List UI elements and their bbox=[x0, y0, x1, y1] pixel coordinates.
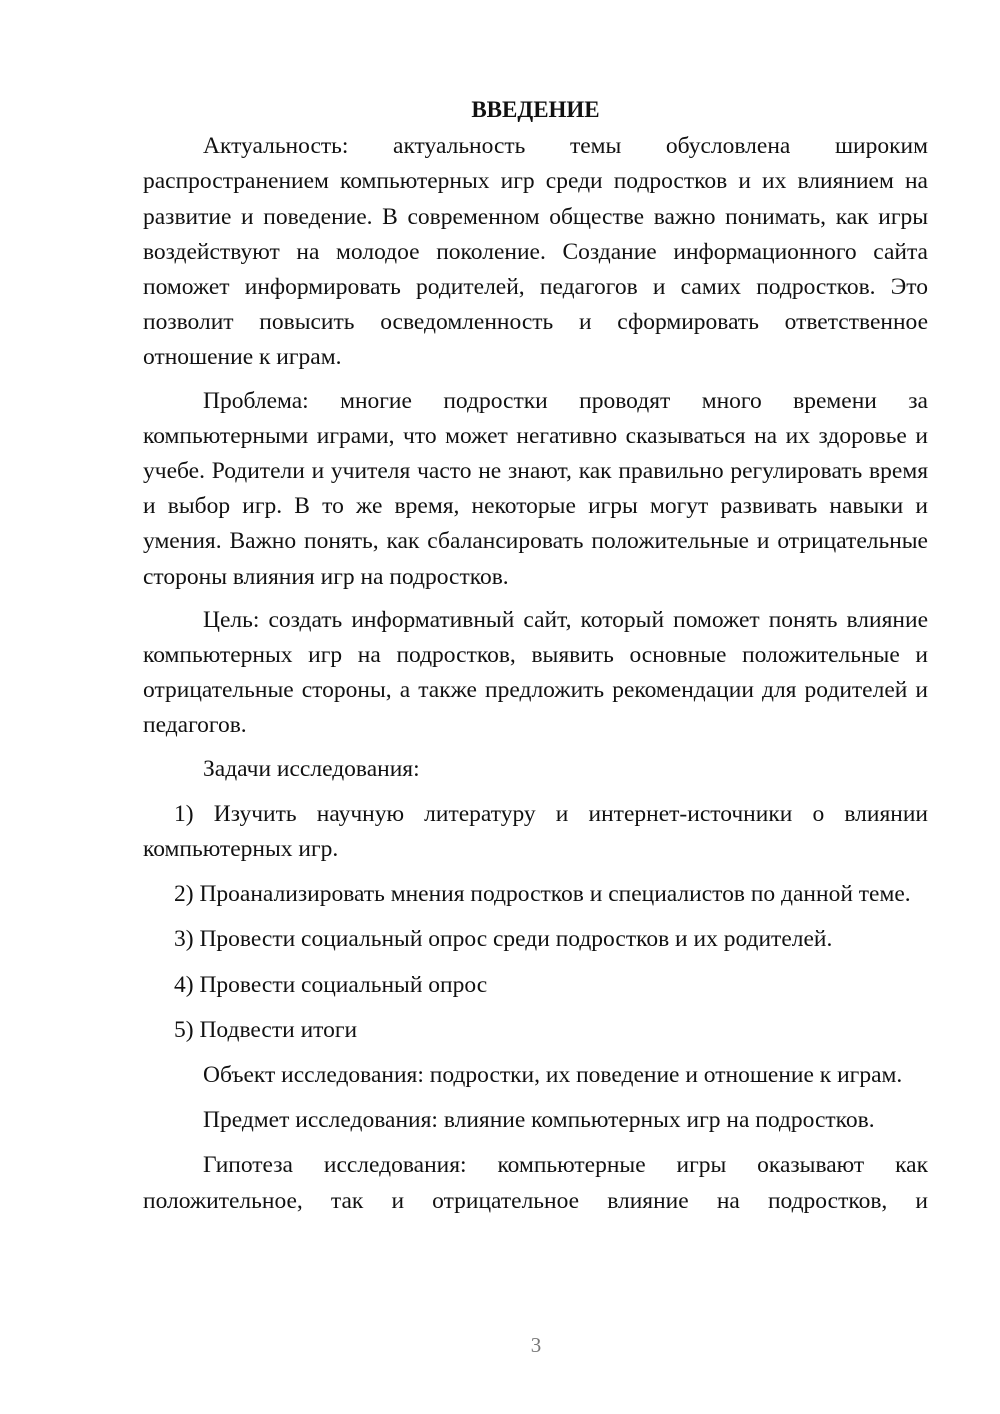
task-item-2: 2) Проанализировать мнения подростков и специалистов по данной теме. bbox=[174, 881, 911, 908]
paragraph-goal: Цель: создать информативный сайт, который поможет понять влияние компьютерных игр на подростков, выявить основные положительные и отрицательные стороны, а также предложить рекомендации для родителей и педагогов. bbox=[143, 606, 928, 739]
task-item-4: 4) Провести социальный опрос bbox=[174, 971, 488, 998]
paragraph-hypothesis: Гипотеза исследования: компьютерные игры оказывают как положительное, так и отрицательное влияние на подростков, и bbox=[143, 1152, 928, 1214]
paragraph-relevance: Актуальность: актуальность темы обусловлена широким распространением компьютерных игр среди подростков и их влиянием на развитие и поведение. В современном обществе важно понимать, как игры воздействуют на молодое поколение. Создание информационного сайта поможет информировать родителей, педагогов и самих подростков. Это позволит повысить осведомленность и сформировать ответственное отношение к играм. bbox=[143, 133, 928, 371]
tasks-title: Задачи исследования: bbox=[203, 755, 420, 782]
section-heading: ВВЕДЕНИЕ bbox=[471, 97, 600, 122]
task-item-3: 3) Провести социальный опрос среди подростков и их родителей. bbox=[174, 926, 833, 953]
page-content bbox=[143, 92, 928, 1219]
paragraph-subject: Предмет исследования: влияние компьютерных игр на подростков. bbox=[203, 1107, 875, 1134]
paragraph-problem: Проблема: многие подростки проводят много времени за компьютерными играми, что может негативно сказываться на их здоровье и учебе. Родители и учителя часто не знают, как правильно регулировать время и выбор игр. В то же время, некоторые игры могут развивать навыки и умения. Важно понять, как сбалансировать положительные и отрицательные стороны влияния игр на подростков. bbox=[143, 387, 928, 590]
paragraph-object: Объект исследования: подростки, их поведение и отношение к играм. bbox=[203, 1062, 903, 1089]
page-number: 3 bbox=[530, 1333, 542, 1357]
task-item-1: 1) Изучить научную литературу и интернет-источники о влиянии компьютерных игр. bbox=[143, 800, 928, 863]
task-item-5: 5) Подвести итоги bbox=[174, 1016, 358, 1043]
